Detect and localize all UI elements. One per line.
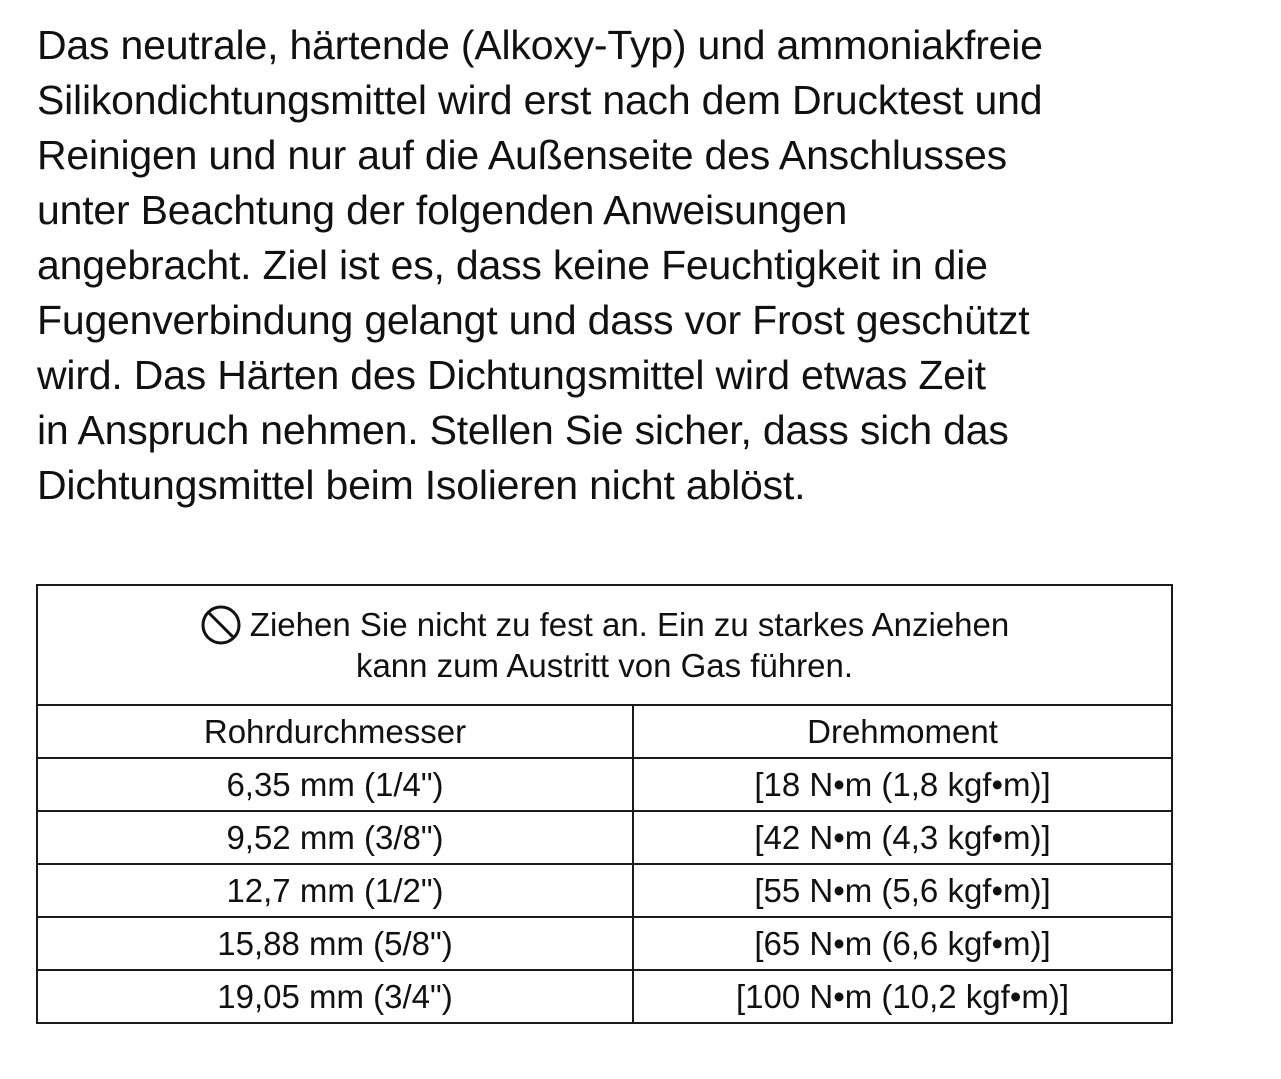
torque-cell: [42 N•m (4,3 kgf•m)]: [633, 811, 1172, 864]
table-row: [37, 917, 1172, 970]
warning-cell: [37, 585, 1172, 705]
table-row: [37, 758, 1172, 811]
header-pipe-diameter: Rohrdurchmesser: [37, 705, 633, 758]
warning-text-line1: Ziehen Sie nicht zu fest an. Ein zu starkes Anziehen: [249, 606, 1010, 643]
paragraph-line: wird. Das Härten des Dichtungsmittel wird etwas Zeit: [37, 352, 986, 398]
sealant-instructions-paragraph: [37, 18, 1257, 513]
pipe-diameter-cell: 19,05 mm (3/4"): [37, 970, 633, 1023]
paragraph-line: angebracht. Ziel ist es, dass keine Feuchtigkeit in die: [37, 242, 988, 288]
torque-table: [36, 584, 1173, 1024]
table-row: [37, 970, 1172, 1023]
pipe-diameter-cell: 15,88 mm (5/8"): [37, 917, 633, 970]
torque-cell: [100 N•m (10,2 kgf•m)]: [633, 970, 1172, 1023]
torque-cell: [18 N•m (1,8 kgf•m)]: [633, 758, 1172, 811]
paragraph-line: in Anspruch nehmen. Stellen Sie sicher, dass sich das: [37, 407, 1009, 453]
header-torque: Drehmoment: [633, 705, 1172, 758]
paragraph-line: unter Beachtung der folgenden Anweisungen: [37, 187, 848, 233]
warning-notice: [200, 604, 1009, 686]
paragraph-line: Silikondichtungsmittel wird erst nach dem Drucktest und: [37, 77, 1043, 123]
pipe-diameter-cell: 12,7 mm (1/2"): [37, 864, 633, 917]
prohibition-icon: [200, 604, 242, 646]
table-row: [37, 864, 1172, 917]
paragraph-line: Fugenverbindung gelangt und dass vor Frost geschützt: [37, 297, 1030, 343]
torque-cell: [65 N•m (6,6 kgf•m)]: [633, 917, 1172, 970]
pipe-diameter-cell: 6,35 mm (1/4"): [37, 758, 633, 811]
paragraph-line: Reinigen und nur auf die Außenseite des Anschlusses: [37, 132, 1007, 178]
torque-cell: [55 N•m (5,6 kgf•m)]: [633, 864, 1172, 917]
warning-text-line2: kann zum Austritt von Gas führen.: [355, 647, 854, 684]
warning-row: [37, 585, 1172, 705]
pipe-diameter-cell: 9,52 mm (3/8"): [37, 811, 633, 864]
table-row: [37, 811, 1172, 864]
paragraph-line: Das neutrale, härtende (Alkoxy-Typ) und ammoniakfreie: [37, 22, 1043, 68]
table-header-row: [37, 705, 1172, 758]
paragraph-line: Dichtungsmittel beim Isolieren nicht ablöst.: [37, 462, 806, 508]
